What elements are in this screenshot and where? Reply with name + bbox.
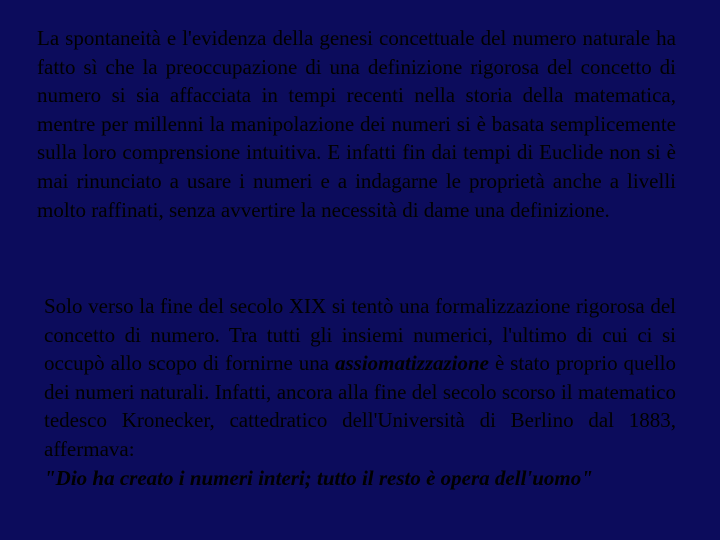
- paragraph-history: La spontaneità e l'evidenza della genesi concettuale del numero naturale ha fatto sì che la preoccupazione di una definizione rigorosa del concetto di numero si sia affacciata in tempi recenti nella storia della matematica, mentre per millenni la manipolazione dei numeri si è basata semplicemente sulla loro comprensione intuitiva. E infatti fin dai tempi di Euclide non si è mai rinunciato a usare i numeri e a indagarne le proprietà anche a livelli molto raffinati, senza avvertire la necessità di dame una definizione.: [37, 26, 676, 222]
- paragraph-kronecker: [44, 292, 676, 492]
- kronecker-quote: "Dio ha creato i numeri interi; tutto il resto è opera dell'uomo": [44, 465, 593, 490]
- emphasized-term: assiomatizzazione: [334, 351, 490, 376]
- paragraph-text-before: Solo verso la fine del secolo XIX si tentò una formalizzazione rigorosa del concetto di numero. Tra tutti gli insiemi numerici, l'ultimo di cui ci si occupò allo scopo di fornirne una: [44, 294, 676, 376]
- paragraph-text-after: è stato proprio quello dei numeri naturali. Infatti, ancora alla fine del secolo scorso il matematico tedesco Kronecker, cattedratico dell'Università di Berlino dal 1883, affermava:: [44, 351, 677, 461]
